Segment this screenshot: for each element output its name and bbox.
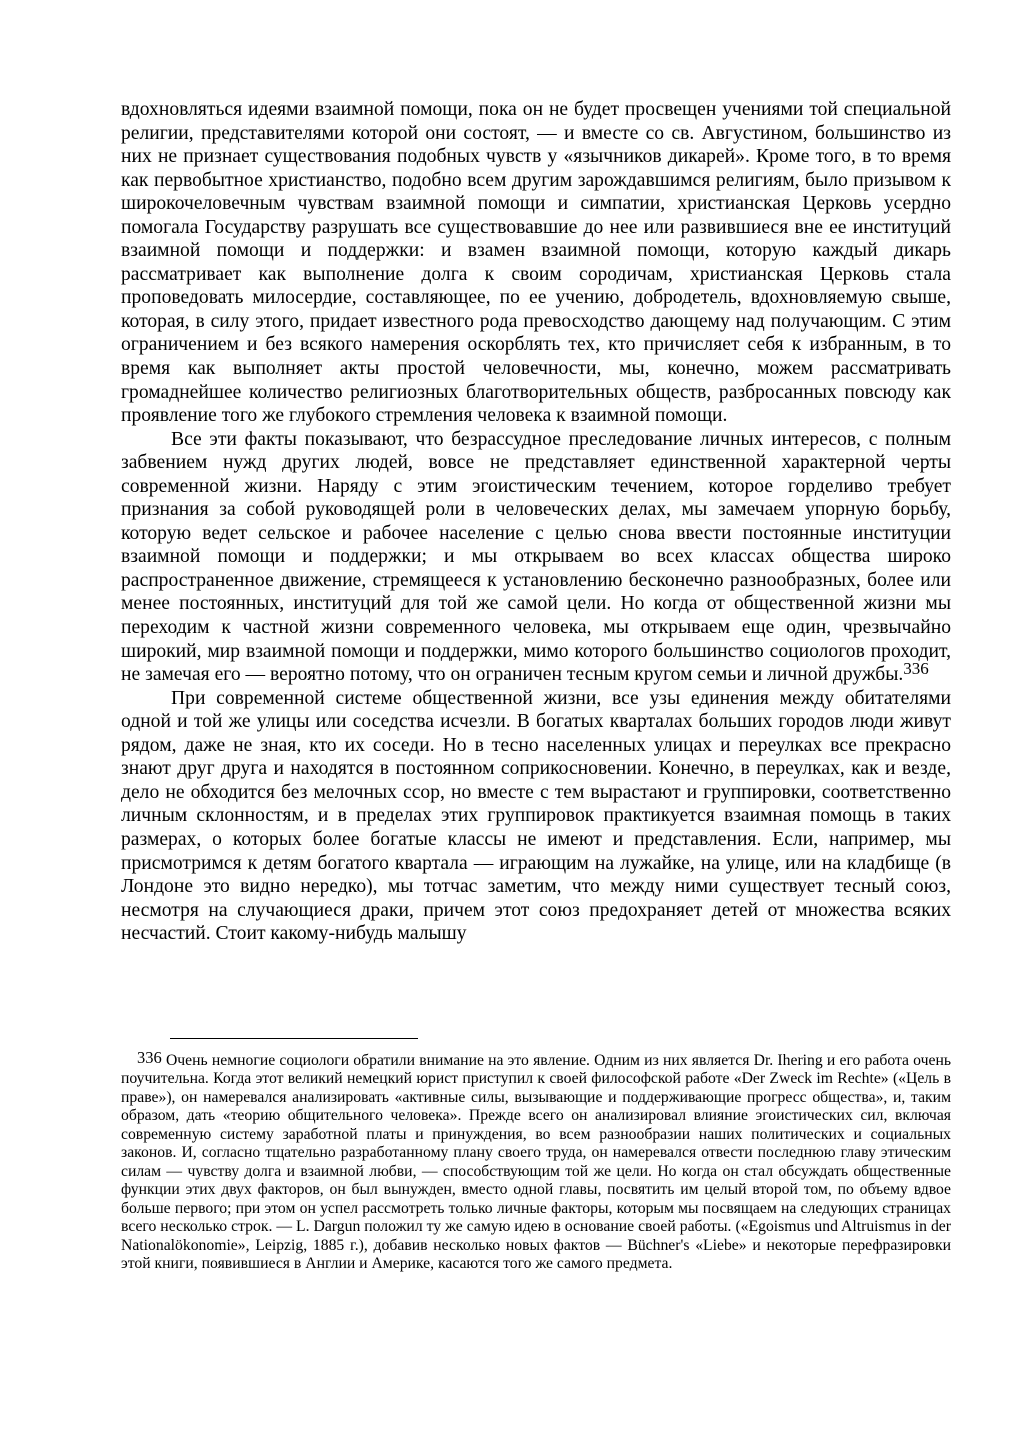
footnote xyxy=(121,1049,951,1273)
paragraph-2-text: Все эти факты показывают, что безрассудное преследование личных интересов, с полным забвением нужд других людей, вовсе не представляет единственной характерной черты современной жизни. Наряду с этим эгоистическим течением, которое горделиво требует признания за собой руководящей роли в человеческих делах, мы замечаем упорную борьбу, которую ведет сельское и рабочее население с целью снова ввести постоянные институции взаимной помощи и поддержки; и мы открываем во всех классах общества широко распространенное движение, стремящееся к установлению бесконечно разнообразных, более или менее постоянных, институций для той же самой цели. Но когда от общественной жизни мы переходим к частной жизни современного человека, мы открываем еще один, чрезвычайно широкий, мир взаимной помощи и поддержки, мимо которого большинство социологов проходит, не замечая его — вероятно потому, что он ограничен тесным кругом семьи и личной дружбы. xyxy=(121,428,951,686)
paragraph-3-text: При современной системе общественной жизни, все узы единения между обитателями одной и той же улицы или соседства исчезли. В богатых кварталах больших городов люди живут рядом, даже не зная, кто их соседи. Но в тесно населенных улицах и переулках все прекрасно знают друг друга и находятся в постоянном соприкосновении. Конечно, в переулках, как и везде, дело не обходится без мелочных ссор, но вместе с тем вырастают и группировки, соответственно личным склонностям, и в пределах этих группировок практикуется взаимная помощь в таких размерах, о которых более богатые классы не имеют и представления. Если, например, мы присмотримся к детям богатого квартала — играющим на лужайке, на улице, или на кладбище (в Лондоне это видно нередко), мы тотчас заметим, что между ними существует тесный союз, несмотря на случающиеся драки, причем этот союз предохраняет детей от множества всяких несчастий. Стоит какому-нибудь малышу xyxy=(121,687,951,945)
footnote-paragraph xyxy=(121,1049,951,1273)
footnote-text: Очень немногие социологи обратили внимание на это явление. Одним из них является Dr. Ihering и его работа очень поучительна. Когда этот великий немецкий юрист приступил к своей философской работе «Der Zweck im Rechte» («Цель в праве»), он намеревался анализировать «активные силы, вызывающие и поддерживающие прогресс общества», и, таким образом, дать «теорию общительного человека». Прежде всего он анализировал влияние эгоистических сил, включая современную систему заработной платы и принуждения, во всем разнообразии наших политических и социальных законов. И, согласно тщательно разработанному плану своего труда, он намеревался отвести последнюю главу этическим силам — чувству долга и взаимной любви, — способствующим той же цели. Но когда он стал обсуждать общественные функции этих двух факторов, он был вынужден, вместо одной главы, посвятить им целый второй том, по объему вдвое больше первого; при этом он успел рассмотреть только личные факторы, которым мы посвящаем на следующих страницах всего несколько строк. — L. Dargun положил ту же самую идею в основание своей работы. («Egoismus und Altruismus in der Nationalökonomie», Leipzig, 1885 г.), добавив несколько новых фактов — Büchner's «Liebe» и некоторые перефразировки этой книги, появившиеся в Англии и Америке, касаются того же самого предмета. xyxy=(121,1052,952,1272)
paragraph-1-text: вдохновляться идеями взаимной помощи, пока он не будет просвещен учениями той специальной религии, представителями которой они состоят, — и вместе со св. Августином, большинство из них не признает существования подобных чувств у «язычников дикарей». Кроме того, в то время как первобытное христианство, подобно всем другим зарождавшимся религиям, было призывом к широкочеловечным чувствам взаимной помощи и симпатии, христианская Церковь усердно помогала Государству разрушать все существовавшие до нее или развившиеся вне ее институций взаимной помощи и поддержки: и взамен взаимной помощи, которую каждый дикарь рассматривает как выполнение долга к своим сородичам, христианская Церковь стала проповедовать милосердие, составляющее, по ее учению, добродетель, вдохновляемую свыше, которая, в силу этого, придает известного рода превосходство дающему над получающим. С этим ограничением и без всякого намерения оскорблять тех, кто причисляет себя к избранным, в то время как выполняет акты простой человечности, мы, конечно, можем рассматривать громаднейшее количество религиозных благотворительных обществ, разбросанных повсюду как проявление того же глубокого стремления человека к взаимной помощи. xyxy=(121,99,951,427)
paragraph-3 xyxy=(121,687,951,946)
paragraph-2 xyxy=(121,428,951,687)
footnote-separator xyxy=(170,1038,418,1039)
paragraph-1 xyxy=(121,98,951,428)
body-text xyxy=(121,98,951,946)
footnote-reference[interactable]: 336 xyxy=(903,659,929,679)
footnote-number: 336 xyxy=(137,1048,162,1067)
